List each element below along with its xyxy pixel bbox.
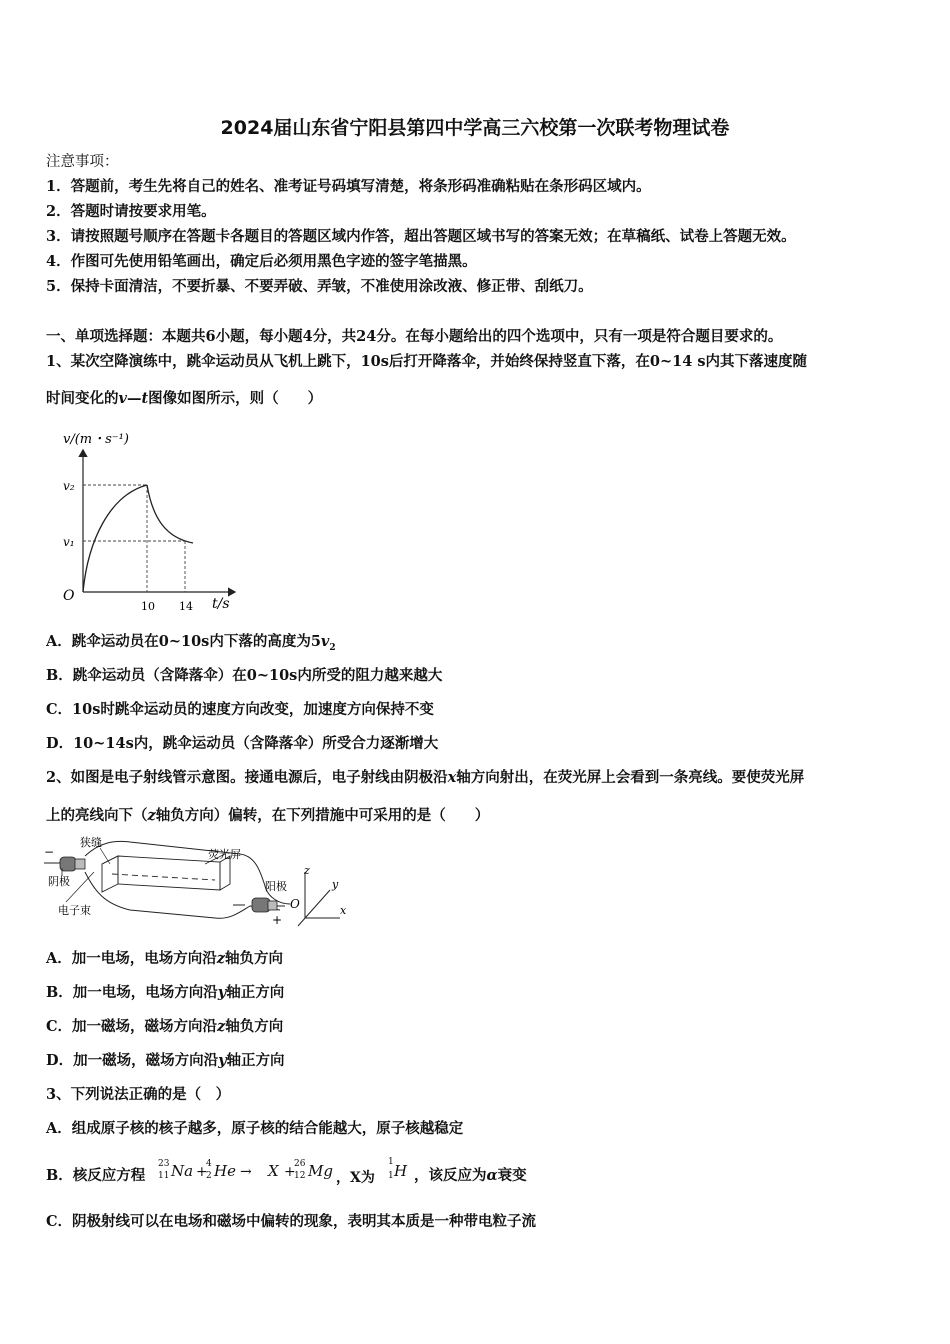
svg-text:2: 2: [206, 1171, 212, 1181]
notice-item: 2．答题时请按要求用笔。: [46, 203, 216, 220]
q1-stem-line2: 时间变化的v—t图像如图所示，则（ ）: [46, 390, 323, 407]
cathode-label: 阴极: [48, 875, 70, 888]
slit-label: 狭缝: [80, 836, 102, 849]
q1-option-d: D．10~14s内，跳伞运动员（含降落伞）所受合力逐渐增大: [46, 735, 439, 752]
tick-14: 14: [179, 600, 193, 613]
q3-option-a: A．组成原子核的核子越多，原子核的结合能越大，原子核越稳定: [46, 1120, 464, 1137]
svg-text:+: +: [196, 1164, 208, 1180]
v1-label: v₁: [63, 535, 75, 549]
origin-label: O: [63, 588, 75, 604]
svg-text:He: He: [214, 1162, 236, 1180]
q2-option-c: C．加一磁场，磁场方向沿z轴负方向: [46, 1018, 284, 1035]
svg-text:23: 23: [158, 1159, 170, 1169]
screen-label: 荧光屏: [208, 848, 241, 861]
notice-item: 5．保持卡面清洁，不要折暴、不要弄破、弄皱，不准使用涂改液、修正带、刮纸刀。: [46, 278, 593, 295]
anode-cap: [252, 898, 270, 912]
q2-stem-line1: 2、如图是电子射线管示意图。接通电源后，电子射线由阴极沿x轴方向射出，在荧光屏上会看到一条亮线。要使荧光屏: [46, 769, 805, 786]
screen-box: [118, 856, 220, 890]
svg-text:+: +: [284, 1164, 296, 1180]
svg-text:Mg: Mg: [308, 1162, 333, 1180]
section-heading: 一、单项选择题：本题共6小题，每小题4分，共24分。在每小题给出的四个选项中，只有一项是符合题目要求的。: [46, 328, 783, 345]
q2-stem-line2: 上的亮线向下（z轴负方向）偏转，在下列措施中可采用的是（ ）: [46, 807, 490, 824]
q3-stem: 3、下列说法正确的是（ ）: [46, 1086, 231, 1103]
svg-text:→: →: [240, 1164, 252, 1180]
page-title: 2024届山东省宁阳县第四中学高三六校第一次联考物理试卷: [220, 117, 730, 139]
svg-text:H: H: [394, 1162, 408, 1180]
plus-sign: +: [272, 913, 283, 927]
tick-10: 10: [141, 600, 155, 613]
vt-graph: [55, 420, 250, 616]
notice-item: 3．请按照题号顺序在答题卡各题目的答题区域内作答，超出答题区域书写的答案无效；在草稿纸、试卷上答题无效。: [46, 228, 796, 245]
svg-text:11: 11: [158, 1171, 170, 1181]
y-axis-fig: [298, 890, 330, 926]
origin-label: O: [290, 897, 300, 911]
q1-option-b: B．跳伞运动员（含降落伞）在0~10s内所受的阻力越来越大: [46, 667, 443, 684]
svg-text:X: X: [268, 1162, 279, 1180]
svg-text:，X为: ，X为: [336, 1170, 375, 1186]
q2-option-b: B．加一电场，电场方向沿y轴正方向: [46, 984, 285, 1001]
q1-stem-line1: 1、某次空降演练中，跳伞运动员从飞机上跳下，10s后打开降落伞，并始终保持竖直下落，在0~14 s内其下落速度随: [46, 353, 808, 370]
beam-path: [112, 874, 215, 880]
electron-tube-figure: [40, 832, 350, 932]
y-label: y: [332, 878, 339, 891]
svg-text:1: 1: [388, 1157, 394, 1167]
minus-sign: −: [44, 845, 55, 859]
notice-item: 1．答题前，考生先将自己的姓名、准考证号码填写清楚，将条形码准确粘贴在条形码区域内。: [46, 178, 651, 195]
q2-option-a: A．加一电场，电场方向沿z轴负方向: [46, 950, 283, 967]
accel-curve: [83, 485, 147, 592]
y-label: v/(m・s⁻¹): [63, 432, 129, 447]
q1-option-c: C．10s时跳伞运动员的速度方向改变，加速度方向保持不变: [46, 701, 434, 718]
x-label: t/s: [212, 596, 230, 612]
svg-text:12: 12: [294, 1171, 306, 1181]
svg-text:Na: Na: [171, 1162, 194, 1180]
notice-heading: 注意事项：: [46, 154, 119, 170]
v2-label: v₂: [63, 479, 75, 493]
svg-text:1: 1: [388, 1171, 394, 1181]
q3-option-c: C．阴极射线可以在电场和磁场中偏转的现象，表明其本质是一种带电粒子流: [46, 1213, 537, 1230]
svg-text:26: 26: [294, 1159, 306, 1169]
z-label: z: [304, 864, 310, 877]
decel-curve: [147, 485, 193, 543]
beam-label: 电子束: [58, 904, 91, 917]
x-label: x: [340, 904, 347, 917]
cathode-cap: [60, 857, 76, 871]
svg-text:4: 4: [206, 1159, 212, 1169]
q1-option-a: A．跳伞运动员在0~10s内下落的高度为$5v_2$: [46, 633, 336, 653]
notice-item: 4．作图可先使用铅笔画出，确定后必须用黑色字迹的签字笔描黑。: [46, 253, 477, 270]
q2-option-d: D．加一磁场，磁场方向沿y轴正方向: [46, 1052, 285, 1069]
anode-label: 阳极: [265, 880, 287, 893]
